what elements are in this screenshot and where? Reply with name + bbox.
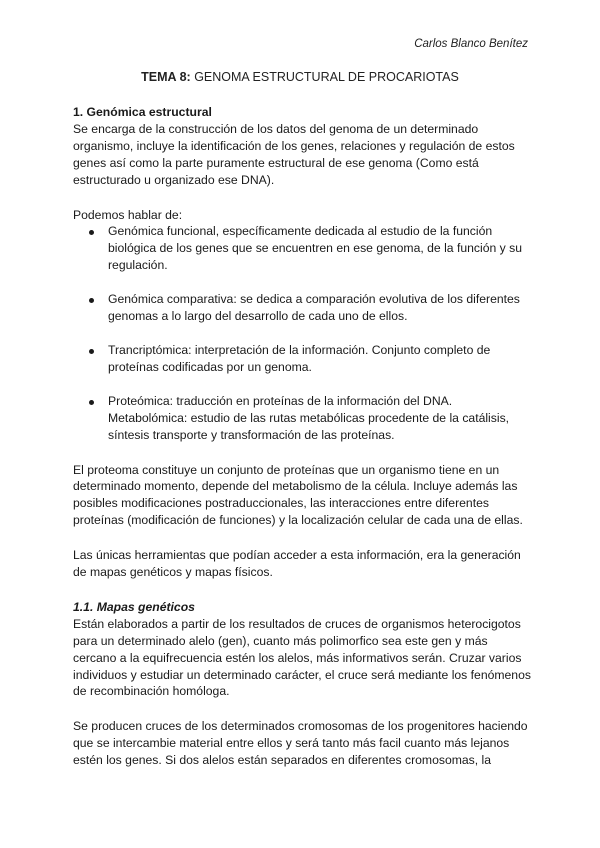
bullet-list [73,223,533,443]
bullet-icon [89,349,94,354]
paragraph-proteoma: El proteoma constituye un conjunto de proteínas que un organismo tiene en un determinado momento, depende del metabolismo de la célula. Incluye además las posibles modificaciones postraduccionales, las interacciones entre diferentes proteínas (modificación de funciones) y la localización celular de cada una de ellas. [73,462,523,528]
list-item-text: Trancriptómica: interpretación de la información. Conjunto completo de proteínas codificadas por un genoma. [108,342,491,374]
paragraph-mapas-1: Están elaborados a partir de los resultados de cruces de organismos heterocigotos para un determinado alelo (gen), cuanto más polimorfico sea este gen y más cercano a la equifrecuencia estén los alelos, más informativos serán. Cruzar varios individuos y estudiar un determinado carácter, el cruce será mediante los fenómenos de recombinación homóloga. [73,616,531,699]
paragraph-mapas-2: Se producen cruces de los determinados cromosomas de los progenitores haciendo que se intercambie material entre ellos y será tanto más facil cuanto más lejanos estén los genes. Si dos alelos están separados en diferentes cromosomas, la [73,719,528,768]
document-body [73,104,533,769]
title-lead: TEMA 8: [141,70,191,84]
paragraph-intro: Podemos hablar de: [73,207,183,222]
bullet-icon [89,230,94,235]
list-item [73,393,533,444]
bullet-icon [89,400,94,405]
list-item [73,342,533,376]
list-item-text: Proteómica: traducción en proteínas de la información del DNA. Metabolómica: estudio de las rutas metabólicas procedente de la catálisis, síntesis transporte y transformación de las proteínas. [108,393,510,442]
list-item [73,291,533,325]
author-name: Carlos Blanco Benítez [414,38,528,50]
section-heading-genomica-estructural: 1. Genómica estructural [73,105,212,119]
paragraph-definition: Se encarga de la construcción de los datos del genoma de un determinado organismo, incluye la identificación de los genes, relaciones y regulación de estos genes así como la parte puramente estructural de ese genoma (Como está estructurado u organizado ese DNA). [73,121,515,187]
bullet-icon [89,298,94,303]
document-title [0,70,600,84]
title-rest: GENOMA ESTRUCTURAL DE PROCARIOTAS [190,70,459,84]
paragraph-herramientas: Las únicas herramientas que podían acceder a esta información, era la generación de mapas genéticos y mapas físicos. [73,548,521,580]
list-item-text: Genómica funcional, específicamente dedicada al estudio de la función biológica de los genes que se encuentren en ese genoma, de la función y su regulación. [108,224,522,273]
list-item [73,223,533,274]
section-heading-mapas-geneticos: 1.1. Mapas genéticos [73,599,195,614]
list-item-text: Genómica comparativa: se dedica a comparación evolutiva de los diferentes genomas a lo largo del desarrollo de cada uno de ellos. [108,292,520,324]
